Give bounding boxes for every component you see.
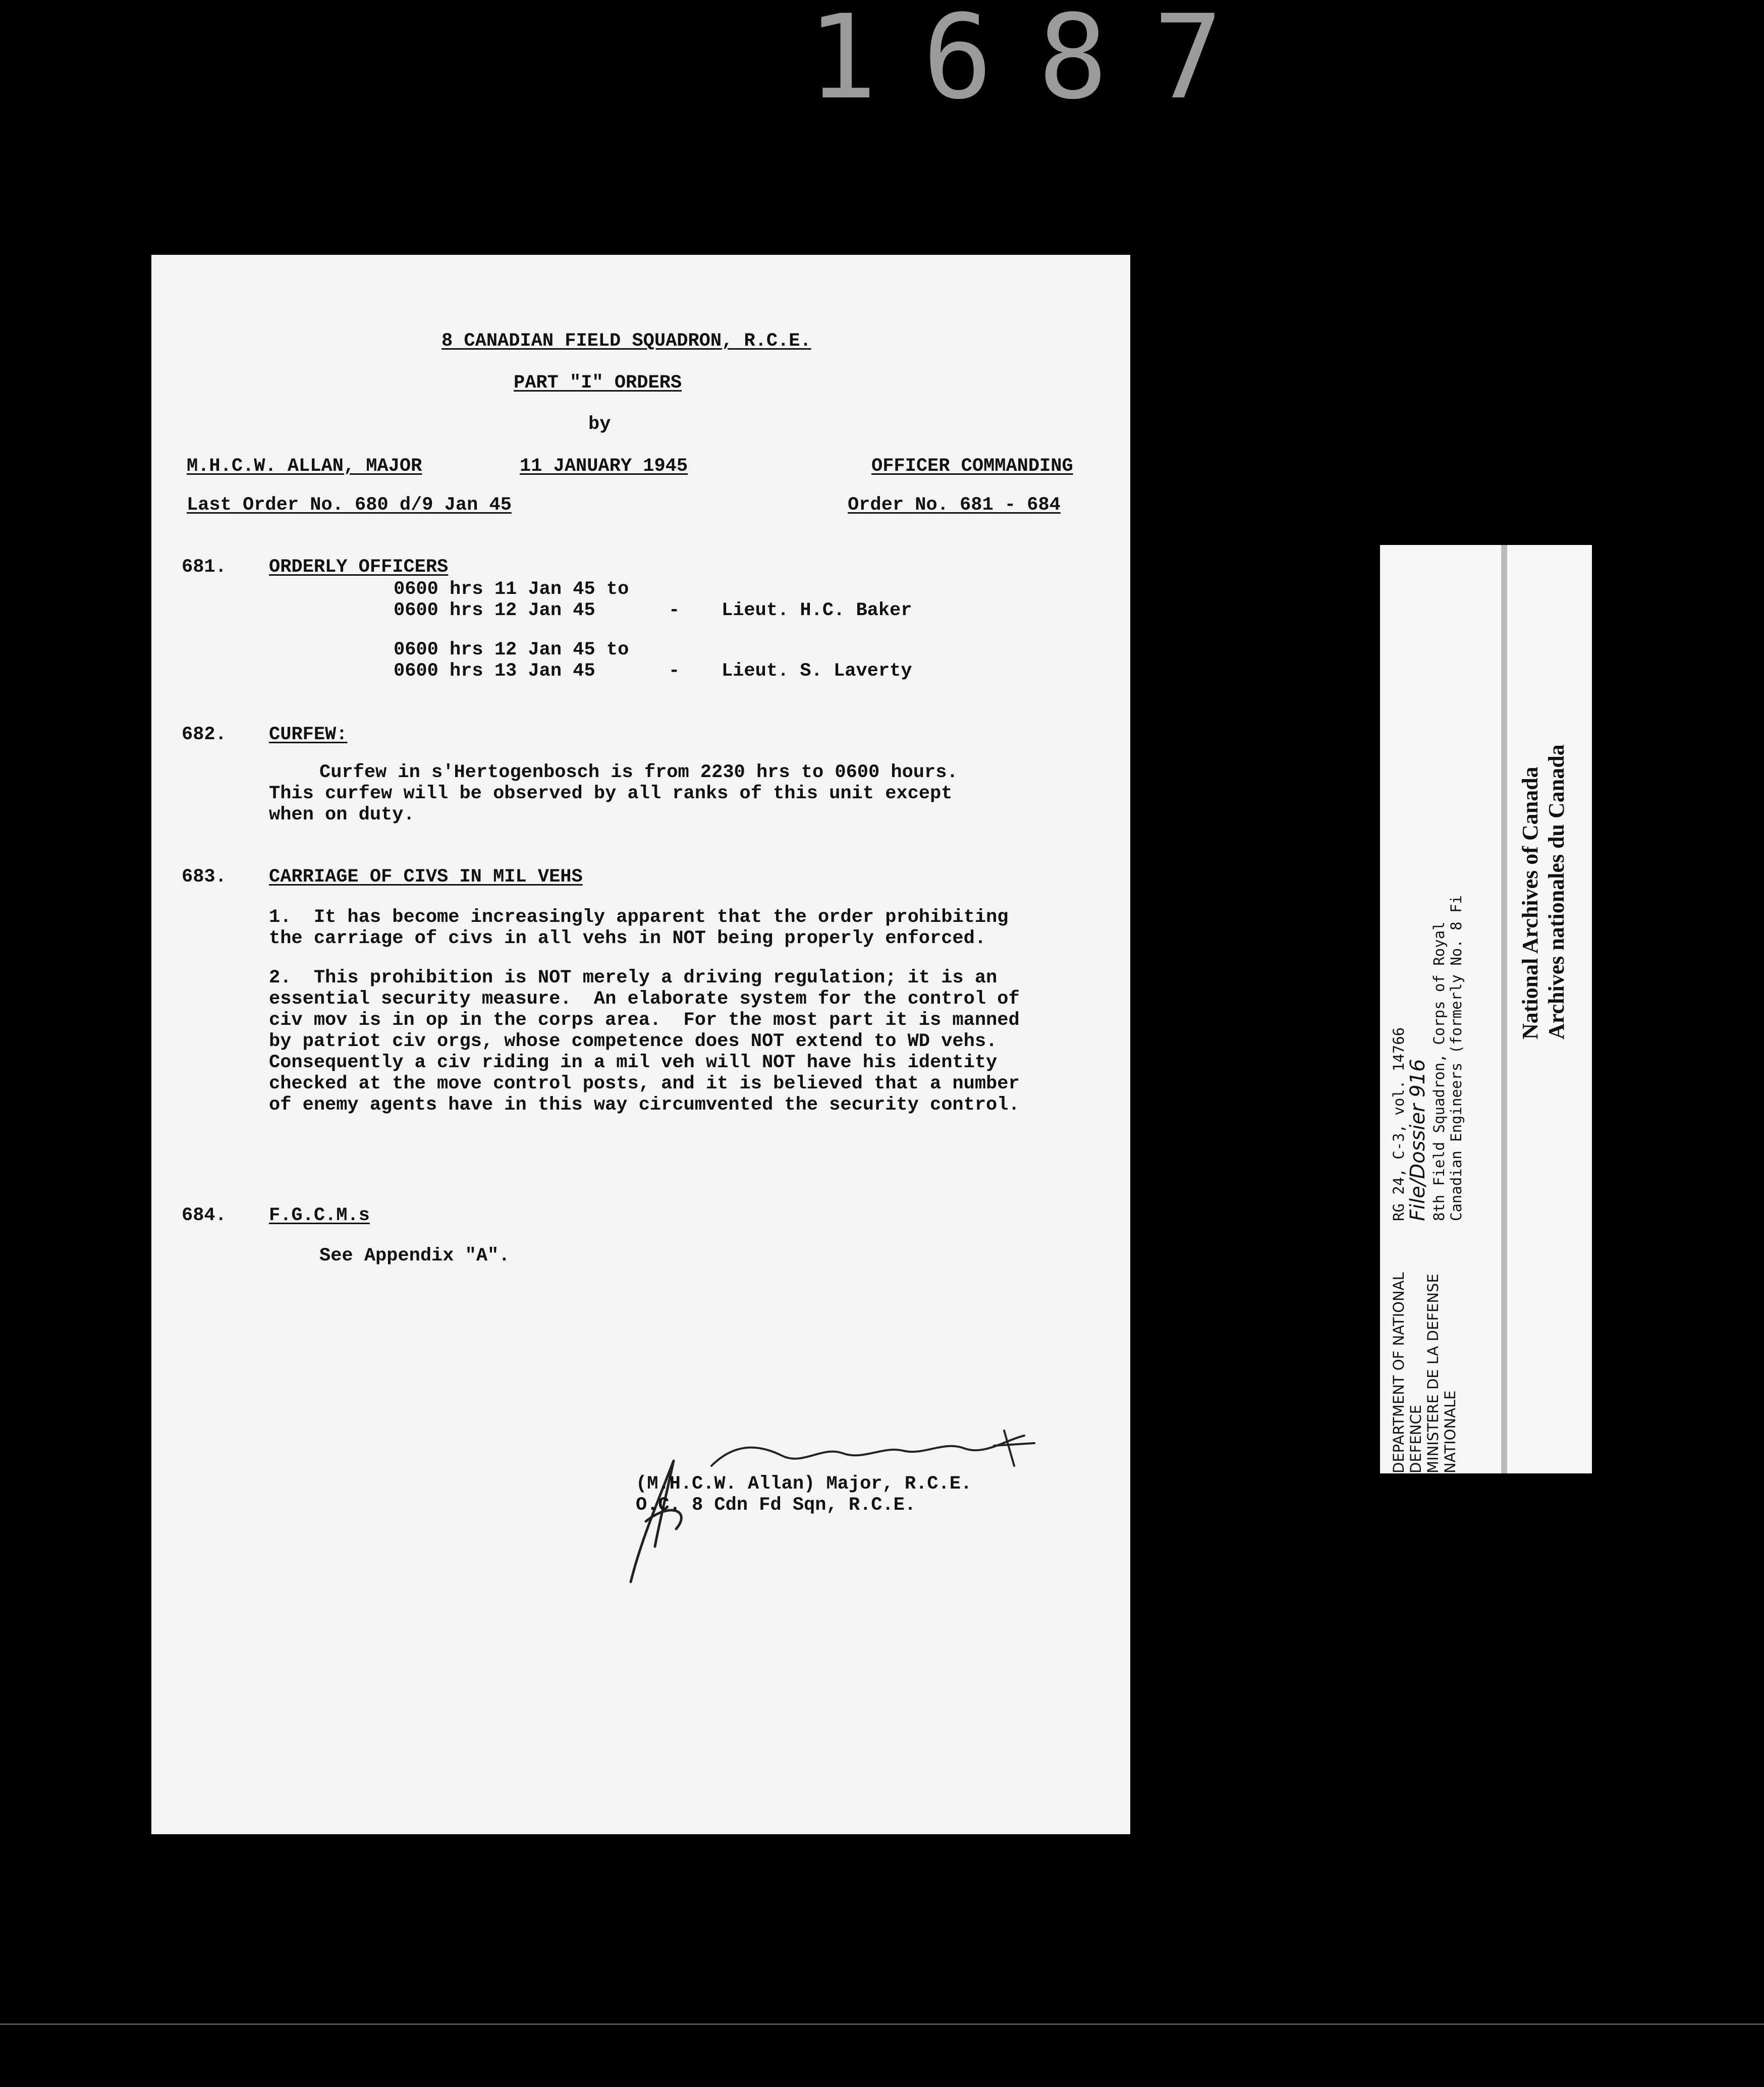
- archive-label-content: [1380, 545, 1592, 1473]
- dept-line: DEPARTMENT OF NATIONAL: [1390, 1272, 1407, 1473]
- para2-line: 2. This prohibition is NOT merely a driving regulation; it is an: [269, 967, 998, 988]
- para1-line: the carriage of civs in all vehs in NOT being properly enforced.: [269, 928, 986, 949]
- commander-name: M.H.C.W. ALLAN, MAJOR: [187, 456, 422, 477]
- para2-line: checked at the move control posts, and it is believed that a number: [269, 1073, 1020, 1094]
- institution-english: National Archives of Canada: [1518, 766, 1542, 1039]
- last-order: Last Order No. 680 d/9 Jan 45: [187, 495, 512, 516]
- duty-from: 0600 hrs 11 Jan 45 to: [394, 579, 629, 600]
- item-number: 683.: [182, 866, 227, 888]
- duty-to: 0600 hrs 13 Jan 45: [394, 661, 595, 682]
- para1-line: 1. It has become increasingly apparent that the order prohibiting: [269, 907, 1009, 928]
- reference-line: 8th Field Squadron, Corps of Royal: [1430, 921, 1448, 1221]
- archive-label: [1380, 545, 1592, 1473]
- dept-line: DEFENCE: [1407, 1405, 1424, 1473]
- appendix-reference: See Appendix "A".: [319, 1245, 510, 1267]
- file-dossier-handwritten: File/Dossier 916: [1406, 1059, 1429, 1221]
- curfew-line: when on duty.: [269, 804, 415, 826]
- dept-line: MINISTERE DE LA DEFENSE: [1424, 1274, 1442, 1473]
- dept-line: NATIONALE: [1442, 1390, 1459, 1473]
- item-heading: CARRIAGE OF CIVS IN MIL VEHS: [269, 866, 583, 888]
- duty-to: 0600 hrs 12 Jan 45: [394, 600, 595, 621]
- by-text: by: [588, 414, 611, 435]
- para2-line: essential security measure. An elaborate system for the control of: [269, 988, 1020, 1010]
- bottom-rule: [0, 2023, 1764, 2025]
- microfilm-frame-number: 1687: [807, 0, 1269, 125]
- item-number: 684.: [182, 1205, 227, 1226]
- reference-line: Canadian Engineers (formerly No. 8 Fi: [1448, 895, 1465, 1221]
- curfew-line: Curfew in s'Hertogenbosch is from 2230 hrs to 0600 hours.: [319, 762, 958, 783]
- order-date: 11 JANUARY 1945: [520, 456, 688, 477]
- item-number: 681.: [182, 557, 227, 578]
- duty-from: 0600 hrs 12 Jan 45 to: [394, 639, 629, 661]
- signature-name: (M.H.C.W. Allan) Major, R.C.E.: [636, 1473, 972, 1495]
- signature-unit: O.C. 8 Cdn Fd Sqn, R.C.E.: [636, 1495, 916, 1516]
- item-heading: ORDERLY OFFICERS: [269, 557, 449, 578]
- document-page: [151, 255, 1130, 1834]
- item-heading: F.G.C.M.s: [269, 1205, 370, 1226]
- para2-line: civ mov is in op in the corps area. For the most part it is manned: [269, 1010, 1020, 1031]
- duty-dash: -: [669, 600, 680, 621]
- curfew-line: This curfew will be observed by all ranks of this unit except: [269, 783, 953, 804]
- duty-dash: -: [669, 661, 680, 682]
- para2-line: by patriot civ orgs, whose competence does NOT extend to WD vehs.: [269, 1031, 998, 1052]
- para2-line: Consequently a civ riding in a mil veh will NOT have his identity: [269, 1052, 998, 1073]
- commander-role: OFFICER COMMANDING: [871, 456, 1073, 477]
- duty-officer: Lieut. S. Laverty: [722, 661, 912, 682]
- item-number: 682.: [182, 724, 227, 745]
- item-heading: CURFEW:: [269, 724, 348, 745]
- reference-line: RG 24, C-3, vol. 14766: [1390, 1027, 1407, 1221]
- order-range: Order No. 681 - 684: [848, 495, 1061, 516]
- duty-officer: Lieut. H.C. Baker: [722, 600, 912, 621]
- orders-title: PART "I" ORDERS: [514, 372, 682, 394]
- unit-title: 8 CANADIAN FIELD SQUADRON, R.C.E.: [442, 331, 811, 352]
- para2-line: of enemy agents have in this way circumvented the security control.: [269, 1094, 1020, 1116]
- institution-french: Archives nationales du Canada: [1544, 744, 1569, 1039]
